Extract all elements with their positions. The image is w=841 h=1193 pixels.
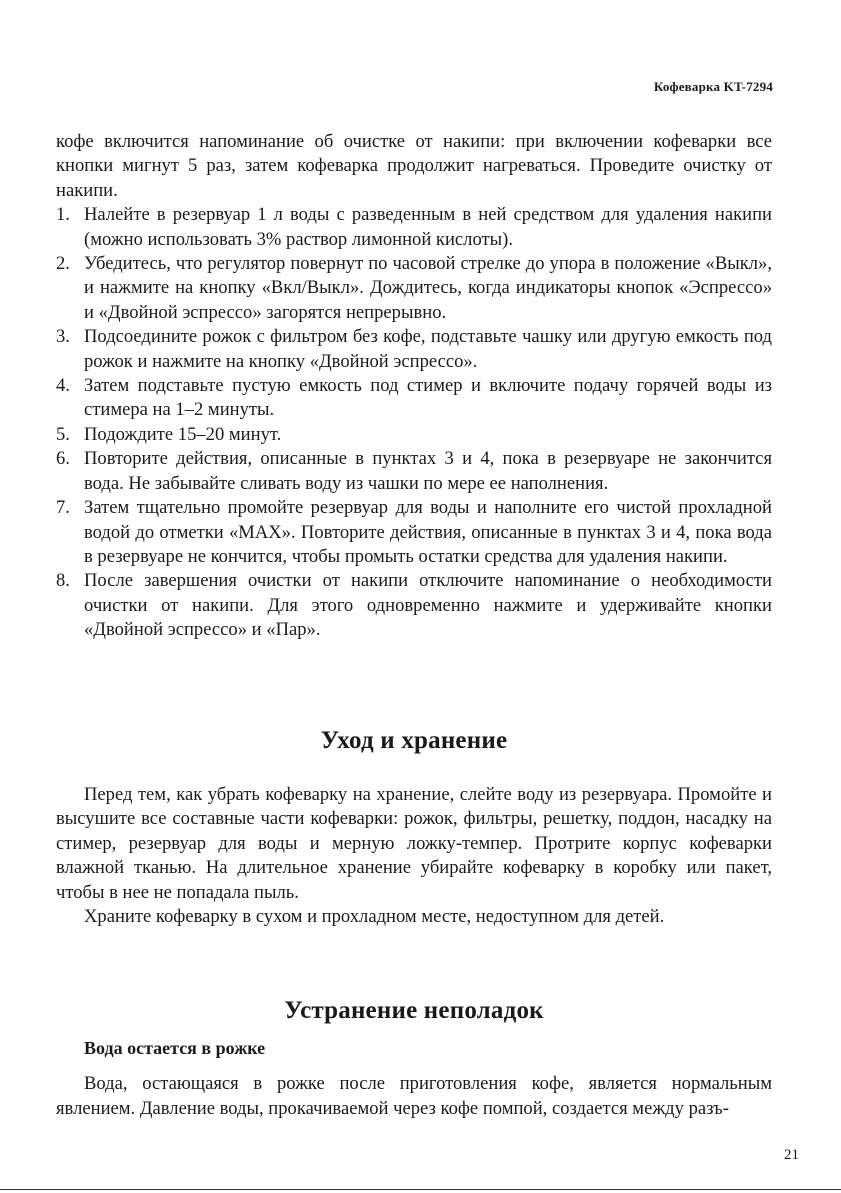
intro-paragraph: кофе включится напоминание об очистке от накипи: при включении кофеварки все кнопки мигнут 5 раз, затем кофеварка продолжит нагреваться. Проведите очистку от накипи. [56,131,772,201]
step-item [56,203,772,252]
step-text: Затем подставьте пустую емкость под стимер и включите подачу горячей воды из стимера на 1–2 минуты. [84,375,772,421]
step-item [56,374,772,423]
troubleshooting-paragraph: Вода, остающаяся в рожке после приготовления кофе, является нормальным явлением. Давление воды, прокачиваемой через кофе помпой, создается между разъ- [56,1073,772,1119]
step-text: Убедитесь, что регулятор повернут по часовой стрелке до упора в положение «Выкл», и нажмите на кнопку «Вкл/Выкл». Дождитесь, когда индикаторы кнопок «Эспрессо» и «Двойной эспрессо» загорятся непрерывно. [84,253,772,323]
step-item [56,423,772,447]
care-paragraph: Храните кофеварку в сухом и прохладном месте, недоступном для детей. [84,905,665,927]
step-text: Подсоедините рожок с фильтром без кофе, подставьте чашку или другую емкость под рожок и нажмите на кнопку «Двойной эспрессо». [84,326,772,372]
step-item [56,496,772,569]
descaling-steps-list [56,203,772,642]
step-number: 4. [56,375,70,397]
step-number: 1. [56,204,70,226]
troubleshooting-subheading: Вода остается в рожке [84,1037,266,1058]
step-item [56,569,772,642]
page-content [56,130,772,1121]
step-number: 3. [56,326,70,348]
troubleshooting-heading: Устранение неполадок [284,997,544,1025]
step-number: 5. [56,423,70,445]
page-number: 21 [784,1147,799,1163]
care-storage-heading: Уход и хранение [320,726,508,754]
step-text: Затем тщательно промойте резервуар для воды и наполните его чистой прохладной водой до отметки «MAX». Повторите действия, описанные в пунктах 3 и 4, пока вода в резервуаре не кончится, чтобы промыть остатки средства для удаления накипи. [84,497,772,567]
running-header: Кофеварка KT-7294 [653,79,773,94]
step-item [56,325,772,374]
bottom-divider [0,1189,841,1190]
step-number: 2. [56,253,70,275]
step-text: После завершения очистки от накипи отключите напоминание о необходимости очистки от накипи. Для этого одновременно нажмите и удерживайте кнопки «Двойной эспрессо» и «Пар». [84,570,772,641]
step-number: 8. [56,570,70,592]
step-text: Повторите действия, описанные в пунктах 3 и 4, пока в резервуаре не закончится вода. Не забывайте сливать воду из чашки по мере ее наполнения. [84,448,772,494]
step-text: Подождите 15–20 минут. [84,423,282,445]
step-text: Налейте в резервуар 1 л воды с разведенным в ней средством для удаления накипи (можно использовать 3% раствор лимонной кислоты). [84,204,772,250]
step-item [56,447,772,496]
care-paragraph: Перед тем, как убрать кофеварку на хранение, слейте воду из резервуара. Промойте и высушите все составные части кофеварки: рожок, фильтры, решетку, поддон, насадку на стимер, резервуар для воды и мерную ложку-темпер. Протрите корпус кофеварки влажной тканью. На длительное хранение убирайте кофеварку в коробку или пакет, чтобы в нее не попадала пыль. [56,783,772,903]
step-item [56,252,772,325]
step-number: 6. [56,448,70,470]
step-number: 7. [56,497,70,519]
